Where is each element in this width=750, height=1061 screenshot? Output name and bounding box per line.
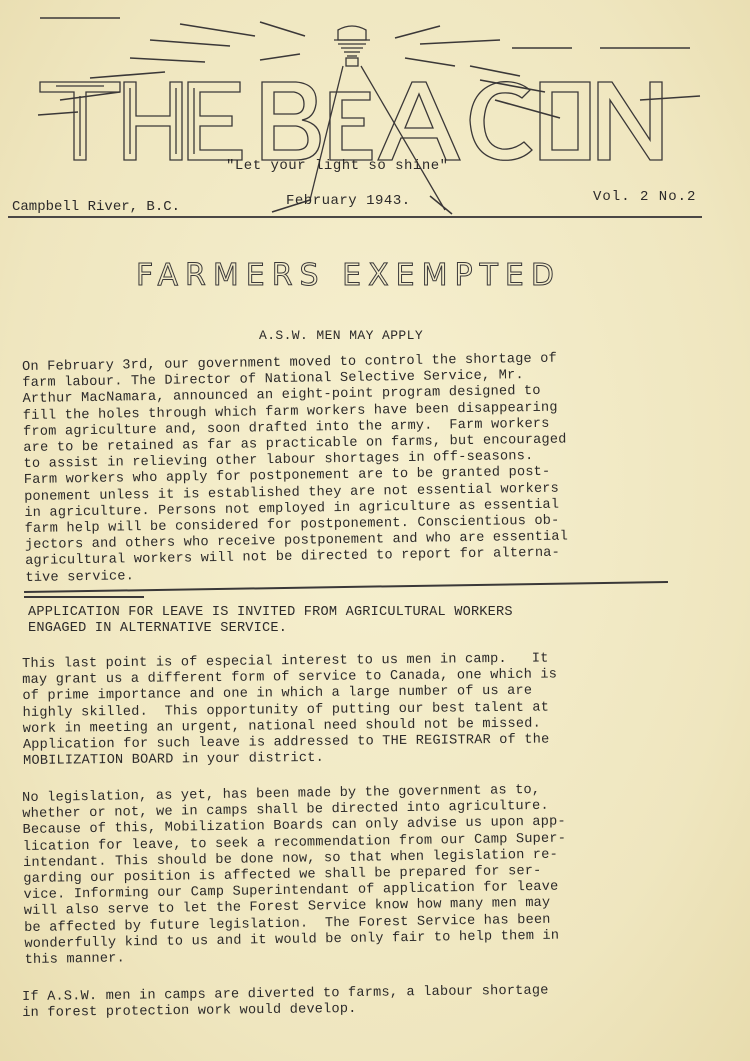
title-letter-e-2: [330, 92, 372, 160]
article-paragraph-5: If A.S.W. men in camps are diverted to farms, a labour shortage in forest protection work would develop.: [22, 983, 549, 1022]
issue-date: February 1943.: [286, 193, 411, 209]
article-paragraph-3: This last point is of especial interest to us men in camp. It may grant us a different form of service to Canada, one which is of prime importance and one in which a large number of us are highly skilled. This opportunity of putting our best talent at work in meeting an urgent, national need should not be missed. Application for such leave is addressed to THE REGISTRAR of the MOBILIZATION BOARD in your district.: [22, 651, 558, 770]
title-letter-n: [598, 82, 662, 160]
title-letter-e: [188, 82, 242, 160]
masthead-rule: [8, 216, 702, 218]
volume-number: Vol. 2 No.2: [593, 189, 697, 205]
title-letter-a: [378, 82, 460, 160]
article-paragraph-4: No legislation, as yet, has been made by the government as to, whether or not, we in camps shall be directed into agriculture. Because of this, Mobilization Boards can only advise us upon app- lication for leave, to seek a recommendation from our Camp Super- intendant. This should be done now, so that when legislation re- garding our position is affected we shall be prepared for ser- vice. Informing our Camp Superintendant of application for leave will also serve to let the Forest Service know how many men may be affected by future legislation. The Forest Service has been wonderfully kind to us and it would be only fair to help them in this manner.: [22, 782, 567, 969]
article-paragraph-2: APPLICATION FOR LEAVE IS INVITED FROM AGRICULTURAL WORKERS ENGAGED IN ALTERNATIVE SERVICE.: [28, 605, 513, 637]
motto: "Let your light so shine": [226, 158, 449, 174]
paragraph-1-underline-end: [24, 596, 144, 598]
title-letter-b: [262, 82, 320, 160]
masthead: [0, 0, 750, 230]
title-letter-o: [540, 82, 590, 160]
place-line: Campbell River, B.C.: [12, 199, 181, 215]
headline: FARMERS EXEMPTED: [136, 258, 561, 293]
article-paragraph-1: On February 3rd, our government moved to control the shortage of farm labour. The Director of National Selective Service, Mr. Arthur MacNamara, announced an eight-point program designed to fill the holes through which farm workers have been disappearing from agriculture and, soon drafted into the army. Farm workers are to be retained as far as practicable on farms, but encouraged to assist in relieving other labour shortages in off-seasons. Farm workers who apply for postponement are to be granted post- ponement unless it is established they are not essential workers in agriculture. Persons not employed in agriculture as essential farm help will be considered for postponement. Conscientious ob- jectors and others who receive postponement and who are essential agricultural workers will not be directed to report for alterna- tive service.: [22, 351, 569, 586]
light-beams: [38, 18, 700, 118]
subheading: A.S.W. MEN MAY APPLY: [259, 328, 424, 343]
title-letter-h: [124, 82, 182, 160]
title-letter-c: [470, 82, 532, 161]
